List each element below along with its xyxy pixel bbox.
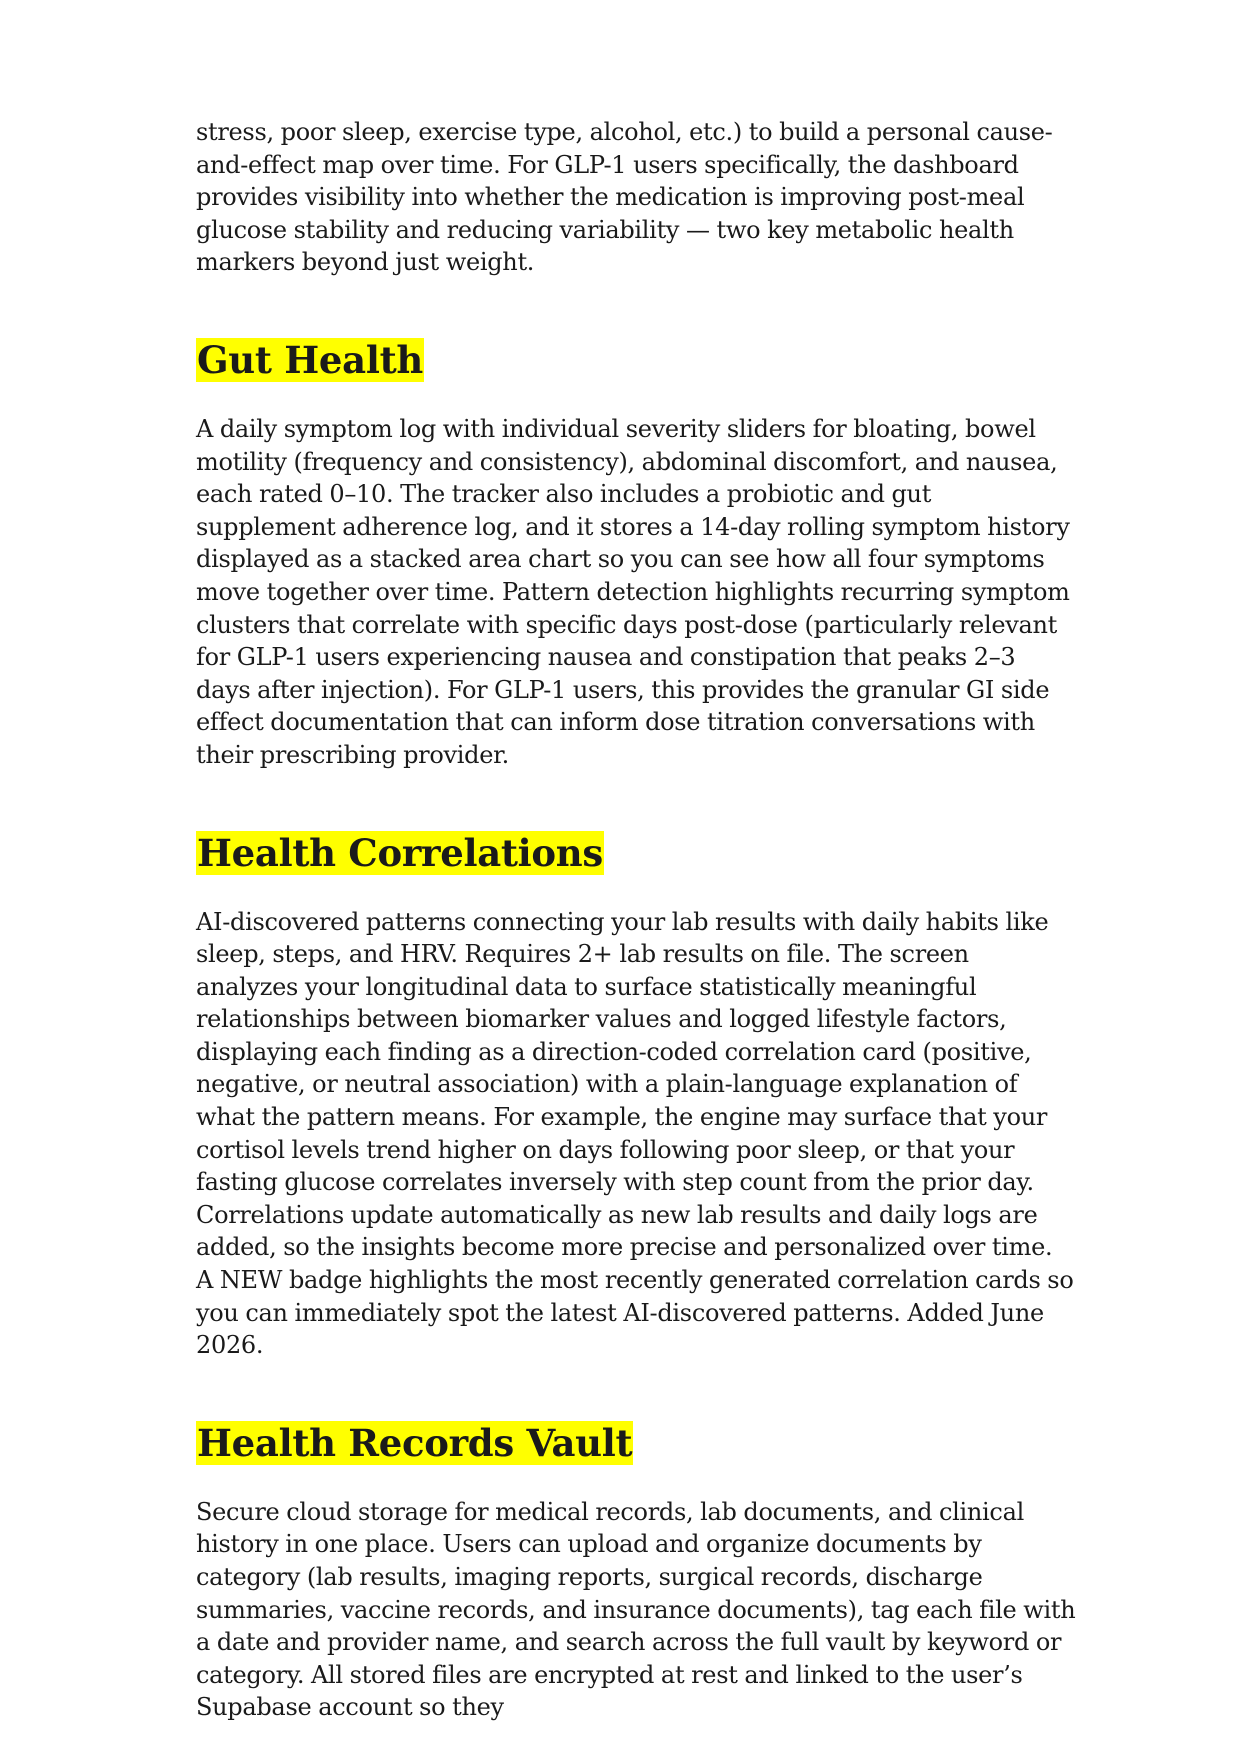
spacer (196, 772, 1076, 830)
section-heading-health-records-vault (196, 1420, 1076, 1466)
section-body-health-correlations: AI-discovered patterns connecting your lab results with daily habits like sleep, steps, and HRV. Requires 2+ lab results on file. The screen analyzes your longitudinal data to surface statistically meaningful relationships between biomarker values and logged lifestyle factors, displaying each finding as a direction-coded correlation card (positive, negative, or neutral association) with a plain-language explanation of what the pattern means. For example, the engine may surface that your cortisol levels trend higher on days following poor sleep, or that your fasting glucose correlates inversely with step count from the prior day. Correlations update automatically as new lab results and daily logs are added, so the insights become more precise and personalized over time. A NEW badge highlights the most recently generated correlation cards so you can immediately spot the latest AI-discovered patterns. Added June 2026. (196, 907, 1074, 1360)
section-body-health-records-vault: Secure cloud storage for medical records, lab documents, and clinical history in one place. Users can upload and organize documents by category (lab results, imaging reports, surgical records, discharge summaries, vaccine records, and insurance documents), tag each file with a date and provider name, and search across the full vault by keyword or category. All stored files are encrypted at rest and linked to the user’s Supabase account so they (196, 1497, 1076, 1722)
section-heading-health-correlations (196, 830, 1076, 876)
heading-highlight: Health Records Vault (197, 1420, 633, 1465)
section-body-gut-health: A daily symptom log with individual severity sliders for bloating, bowel motility (frequency and consistency), abdominal discomfort, and nausea, each rated 0–10. The tracker also includes a probiotic and gut supplement adherence log, and it stores a 14-day rolling symptom history displayed as a stacked area chart so you can see how all four symptoms move together over time. Pattern detection highlights recurring symptom clusters that correlate with specific days post-dose (particularly relevant for GLP-1 users experiencing nausea and constipation that peaks 2–3 days after injection). For GLP-1 users, this provides the granular GI side effect documentation that can inform dose titration conversations with their prescribing provider. (196, 414, 1070, 769)
section-heading-gut-health (196, 337, 1076, 383)
heading-highlight: Health Correlations (197, 830, 603, 875)
intro-paragraph: stress, poor sleep, exercise type, alcohol, etc.) to build a personal cause-and-effect map over time. For GLP-1 users specifically, the dashboard provides visibility into whether the medication is improving post-meal glucose stability and reducing variability — two key metabolic health markers beyond just weight. (196, 118, 1053, 277)
spacer (196, 279, 1076, 337)
spacer (196, 876, 1076, 906)
document-page (196, 116, 1076, 1724)
spacer (196, 1466, 1076, 1496)
heading-highlight: Gut Health (197, 337, 423, 382)
spacer (196, 1362, 1076, 1420)
spacer (196, 383, 1076, 413)
